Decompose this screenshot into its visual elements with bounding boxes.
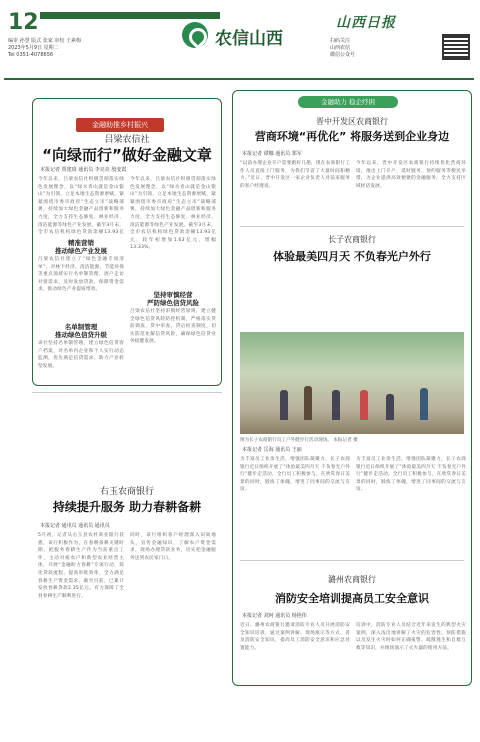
header-info-line: 编审 孙慧 版式 张家 审校 王素梅 bbox=[8, 38, 81, 44]
page-header bbox=[0, 0, 480, 86]
qr-caption-line: 山西农信 bbox=[330, 45, 351, 51]
section-title: 农信山西 bbox=[215, 29, 283, 49]
article-kicker: 吕梁农信社 bbox=[104, 135, 150, 145]
article-kicker: 晋中开发区农商银行 bbox=[316, 117, 388, 126]
header-info-line: Tel 0351-4078656 bbox=[8, 52, 54, 58]
article-subhead: 坚持审慎经营 bbox=[153, 291, 193, 299]
article-byline: 本报记者 通讯员 通讯员 通讯员 bbox=[40, 523, 110, 529]
article-paragraph: 吕梁农信社建立了“绿色金融专项清单”，对林下经济、清洁能源、节能环保等重点领域实行名单制管理，逐户走访对接需求，及时发放贷款，保障资金需求，推动绿色产业提质增效。 bbox=[38, 257, 124, 293]
article-paragraph: 5月初，记者从右玉县农村商业银行获悉，该行积极作为，在春耕备耕关键时期，把服务春耕生产作为当前重点工作，主动对接农户和新型农业经营主体，开展“金融助力春耕”专项行动，简化贷款流程，提高审批效率，全力满足春耕生产资金需求。截至目前，已累计发放春耕贷款2.35亿元，有力保障了全县春耕生产顺利进行。 bbox=[38, 533, 124, 599]
column-ribbon: 金融助推乡村振兴 bbox=[76, 118, 164, 132]
person-figure bbox=[332, 390, 340, 420]
person-figure bbox=[280, 390, 288, 420]
person-figure bbox=[386, 394, 394, 420]
divider bbox=[240, 560, 464, 561]
article-paragraph: “以前办理企业开户需要跑好几趟，现在农商银行工作人员直接上门服务，为我们节省了大量时间和精力。”近日，晋中开发区一家企业负责人对前来服务的客户经理说。 bbox=[240, 161, 350, 189]
article-paragraph: 今年以来，吕梁农信社积极贯彻落实绿色发展理念，以“绿水青山就是金山银山”为引领，立足本地生态资源禀赋，紧紧围绕市委市政府“生态立市”战略部署，持续加大绿色金融产品创新和服务力度，全力支持生态修复、林业经济、清洁能源等绿色产业发展，截至3月末，全市农信机构绿色贷款余额13.93亿 bbox=[38, 177, 124, 236]
article-kicker: 潞州农商银行 bbox=[328, 575, 376, 584]
article-paragraph: 今年以来，吕梁农信社积极贯彻落实绿色发展理念，以“绿水青山就是金山银山”为引领，立足本地生态资源禀赋，紧紧围绕市委市政府“生态立市”战略部署，持续加大绿色金融产品创新和服务力度，全力支持生态修复、林业经济、清洁能源等绿色产业发展，截至3月末，全市农信机构绿色贷款余额13.93亿元，较年初增加1.63亿元，增幅13.33%。 bbox=[130, 177, 216, 251]
paper-name: 山西日报 bbox=[336, 15, 396, 31]
qr-caption-line: 微信公众号 bbox=[330, 52, 356, 58]
article-kicker: 右玉农商银行 bbox=[99, 487, 154, 497]
article-subhead: 名单制管理 bbox=[64, 323, 98, 331]
article-paragraph: 为丰富员工业余生活，增强团队凝聚力，长子农商银行近日组织开展了“体验最美四月天 不负春光户外行”健步走活动，全行员工积极参与，在欣赏春日美景的同时，锻炼了体魄，增进了同事间的交流与友谊。 bbox=[240, 457, 350, 493]
person-figure bbox=[420, 388, 428, 420]
article-kicker: 长子农商银行 bbox=[328, 235, 376, 244]
article-paragraph: 该社坚持名单制管理，建立绿色信贷客户档案，对名单内企业和个人实行动态监测，优先满足信贷需求，助力产业转型发展。 bbox=[38, 341, 124, 369]
nongxin-logo-icon bbox=[182, 22, 208, 48]
qr-code-icon bbox=[442, 34, 470, 60]
article-paragraph: 吕梁农信社坚持审慎经营原则，建立健全绿色信贷风险防控机制，严格落实贷前调查、贷中审查、贷后检查制度，切实防范化解信贷风险，确保绿色信贷业务稳健发展。 bbox=[130, 309, 216, 345]
person-figure bbox=[360, 390, 368, 420]
header-info-line: 2023年5月9日 星期二 bbox=[8, 45, 59, 51]
article-paragraph: 今年以来，晋中开发区农商银行持续优化营商环境，推出上门开户、延时服务、预约服务等便民举措，为企业提供高效便捷的金融服务，全力支持区域经济发展。 bbox=[356, 161, 466, 189]
article-byline: 本报记者 岳海 通讯员 王丽 bbox=[242, 447, 302, 453]
article-subhead: 严防绿色信贷风险 bbox=[147, 299, 199, 307]
article-paragraph: 为丰富员工业余生活，增强团队凝聚力，长子农商银行近日组织开展了“体验最美四月天 不负春光户外行”健步走活动，全行员工积极参与，在欣赏春日美景的同时，锻炼了体魄，增进了同事间的交流与友谊。 bbox=[356, 457, 466, 493]
divider bbox=[240, 226, 464, 227]
article-subhead: 推动绿色产业发展 bbox=[55, 247, 107, 255]
photo-caption: 图为长子农商银行员工户外健步行活动现场。 本报记者 摄 bbox=[240, 438, 358, 443]
article-paragraph: 近日，潞州农商银行邀请消防专业人员开展消防安全知识培训，通过案例讲解、现场演示等方式，普及消防安全知识，提高员工消防安全意识和应急处置能力。 bbox=[240, 623, 350, 651]
article-headline: 营商环境“再优化” 将服务送到企业身边 bbox=[254, 130, 450, 143]
page-number: 12 bbox=[8, 10, 39, 35]
article-headline: 持续提升服务 助力春耕备耕 bbox=[52, 500, 202, 514]
article-headline: 体验最美四月天 不负春光户外行 bbox=[273, 250, 431, 263]
header-rule bbox=[4, 78, 474, 80]
article-headline: “向绿而行”做好金融文章 bbox=[42, 146, 212, 164]
article-headline: 消防安全培训提高员工安全意识 bbox=[275, 592, 429, 605]
article-subhead: 精准营销 bbox=[68, 239, 94, 247]
column-ribbon: 金融助力 稳企纾困 bbox=[298, 96, 398, 108]
article-paragraph: 同时，该行组织客户经理深入田间地头，宣传金融知识，了解农户资金需求，现场办理贷款业务，切实把金融服务送到农民家门口。 bbox=[130, 533, 216, 561]
article-paragraph: 培训中，消防专业人员结合近年来发生的典型火灾案例，深入浅出地讲解了火灾的危害性、预防措施以及发生火灾时如何正确报警、疏散逃生和自救互救等知识，并现场演示了灭火器的使用方法。 bbox=[356, 623, 466, 651]
header-info bbox=[8, 38, 81, 59]
header-bar bbox=[40, 12, 220, 19]
article-subhead: 推动绿色信贷升级 bbox=[55, 331, 107, 339]
article-byline: 本报记者 贾建琦 通讯员 李亮亮 殷变霞 bbox=[40, 167, 127, 173]
person-figure bbox=[304, 386, 312, 420]
article-byline: 本报记者 谭娜 通讯员 郑军 bbox=[242, 151, 302, 157]
article-byline: 本报记者 刘珂 通讯员 杨艳伟 bbox=[242, 613, 307, 619]
qr-caption-line: 扫码关注 bbox=[330, 38, 351, 44]
divider bbox=[32, 392, 222, 393]
hiking-event-photo bbox=[240, 332, 464, 434]
qr-caption bbox=[330, 38, 355, 59]
